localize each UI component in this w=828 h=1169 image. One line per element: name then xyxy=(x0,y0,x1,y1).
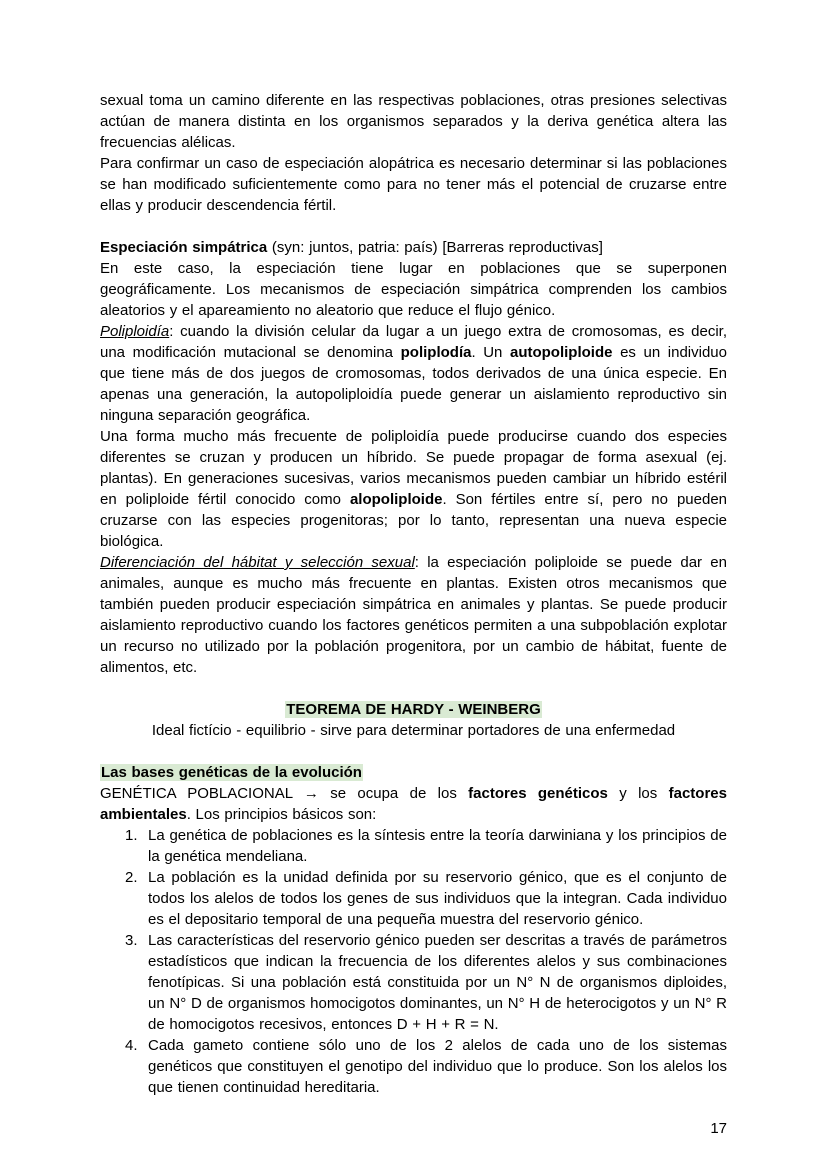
hardy-weinberg-subtitle: Ideal fictício - equilibrio - sirve para determinar portadores de una enfermedad xyxy=(151,722,676,739)
term-diferenciacion-habitat: Diferenciación del hábitat y selección sexual xyxy=(100,554,415,571)
blank-line xyxy=(100,216,727,237)
paragraph-allopatric-divergence: sexual toma un camino diferente en las respectivas poblaciones, otras presiones selectivas actúan de manera distinta en los organismos separados y la deriva genética altera las frecuencias alélicas. xyxy=(100,92,727,151)
list-item-text: La genética de poblaciones es la síntesis entre la teoría darwiniana y los principios de la genética mendeliana. xyxy=(148,827,727,865)
habitat-text-1: : la especiación poliploide se puede dar en animales, aunque es mucho más frecuente en plantas. Existen otros mecanismos que también pueden producir especiación simpátrica en animales y plantas. Se puede producir aislamiento reproductivo cuando los factores genéticos permiten a una subpoblación explotar un recurso no utilizado por la población progenitora, por un cambio de hábitat, fuente de alimentos, etc. xyxy=(100,554,727,676)
hibrido-text-2: . Son fértiles entre sí, pero no pueden cruzarse con las especies progenitoras; por lo tanto, representan una nueva especie biológica. xyxy=(100,491,728,550)
paragraph-allopatric-confirmation: Para confirmar un caso de especiación alopátrica es necesario determinar si las poblaciones se han modificado suficientemente como para no tener más el potencial de cruzarse entre ellas y producir descendencia fértil. xyxy=(100,155,727,214)
list-item-number: 3. xyxy=(125,932,138,949)
list-item-number: 4. xyxy=(125,1037,138,1054)
bold-alopoliploide: alopoliploide xyxy=(349,491,443,508)
page-number: 17 xyxy=(710,1120,727,1137)
heading-hardy-weinberg xyxy=(100,699,727,720)
heading-bases-geneticas-title: Las bases genéticas de la evolución xyxy=(101,764,362,781)
list-item-number: 1. xyxy=(125,827,138,844)
paragraph-simpatrica-intro: En este caso, la especiación tiene lugar en poblaciones que se superponen geográficamente. Los mecanismos de especiación simpátrica comprenden los cambios aleatorios y el apareamiento no aleatorio que reduce el flujo génico. xyxy=(100,260,727,319)
list-item-text: La población es la unidad definida por su reservorio génico, que es el conjunto de todos los alelos de todos los genes de sus individuos que la integran. Cada individuo es el depositario temporal de una pequeña muestra del reservorio génico. xyxy=(148,869,727,928)
bold-poliplodia: poliplodía xyxy=(400,344,472,361)
blank-line xyxy=(100,678,727,699)
term-poliploidia: Poliploidía xyxy=(100,323,170,340)
paragraph-poliploidia xyxy=(100,321,727,426)
document-body xyxy=(100,90,727,1098)
list-item-text: Las características del reservorio génico pueden ser descritas a través de parámetros estadísticos que indican la frecuencia de los diferentes alelos y sus combinaciones fenotípicas. Si una población está constituida por un N° N de organismos diploides, un N° D de organismos homocigotos dominantes, un N° H de heterocigotos y un N° R de homocigotos recesivos, entonces D + H + R = N. xyxy=(148,932,727,1033)
paragraph-genetica-poblacional xyxy=(100,783,727,825)
hibrido-text-1: Una forma mucho más frecuente de poliploidía puede producirse cuando dos especies diferentes se cruzan y producen un híbrido. Se puede propagar de forma asexual (ej. plantas). En generaciones sucesivas, varios mecanismos pueden cambiar un híbrido estéril en poliploide fértil conocido como xyxy=(100,428,727,508)
heading-especiacion-simpatrica xyxy=(100,237,727,258)
blank-line xyxy=(100,741,727,762)
list-item-number: 2. xyxy=(125,869,138,886)
bold-factores-geneticos: factores genéticos xyxy=(468,785,608,802)
genetica-text-1: GENÉTICA POBLACIONAL → se ocupa de los xyxy=(100,785,469,802)
heading-bases-geneticas xyxy=(100,762,727,783)
list-item xyxy=(100,1035,727,1098)
bold-autopoliploide: autopoliploide xyxy=(509,344,613,361)
paragraph-habitat-seleccion xyxy=(100,552,727,678)
heading-especiacion-simpatrica-title: Especiación simpátrica xyxy=(100,239,268,256)
list-item xyxy=(100,930,727,1035)
poliploidia-text-1: : cuando la división celular da lugar a un juego extra de cromosomas, es decir, una modificación mutacional se denomina xyxy=(100,323,727,361)
heading-especiacion-simpatrica-suffix: (syn: juntos, patria: país) [Barreras reproductivas] xyxy=(267,239,603,256)
numbered-list-principios xyxy=(100,825,727,1098)
list-item xyxy=(100,867,727,930)
paragraph-hibrido xyxy=(100,426,727,552)
poliploidia-text-3: es un individuo que tiene más de dos juegos de cromosomas, todos derivados de una única especie. En apenas una generación, la autopoliploidía puede generar un aislamiento reproductivo sin ninguna separación geográfica. xyxy=(100,344,727,424)
genetica-text-3: . Los principios básicos son: xyxy=(186,806,377,823)
heading-hardy-weinberg-title: TEOREMA DE HARDY - WEINBERG xyxy=(286,701,541,718)
genetica-text-2: y los xyxy=(607,785,669,802)
list-item xyxy=(100,825,727,867)
bold-factores-ambientales: factores ambientales xyxy=(100,785,727,823)
list-item-text: Cada gameto contiene sólo uno de los 2 alelos de cada uno de los sistemas genéticos que constituyen el genotipo del individuo que lo produce. Son los alelos los que tienen continuidad hereditaria. xyxy=(148,1037,727,1096)
poliploidia-text-2: . Un xyxy=(471,344,510,361)
